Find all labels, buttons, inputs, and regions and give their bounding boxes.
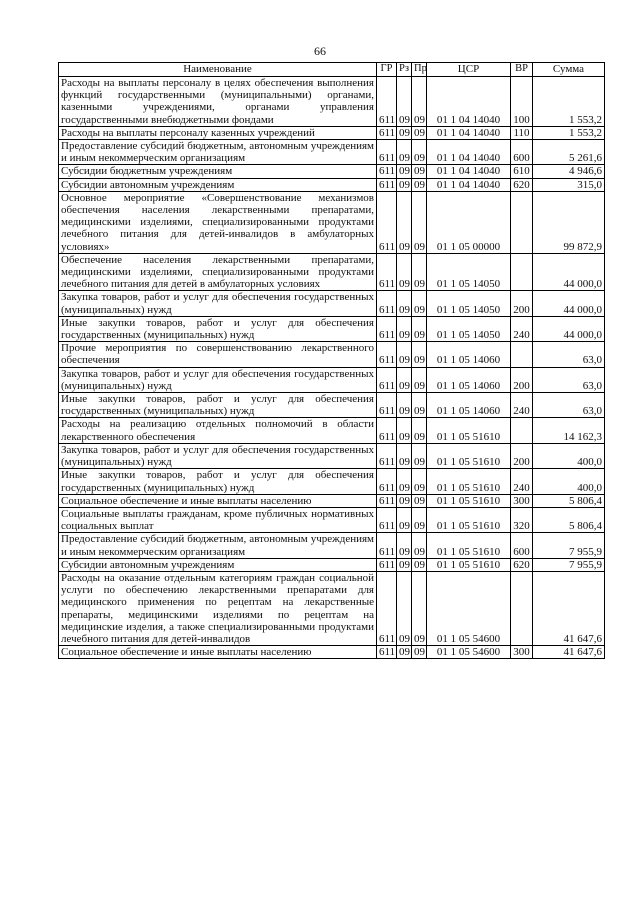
row-sum: 41 647,6 (533, 646, 605, 659)
row-pr: 09 (412, 443, 427, 468)
table-row (59, 126, 605, 139)
table-row (59, 393, 605, 418)
row-gr: 611 (377, 191, 397, 253)
row-csr: 01 1 05 14050 (427, 291, 511, 316)
row-rz: 09 (397, 291, 412, 316)
row-name: Предоставление субсидий бюджетным, автономным учреждениям и иным некоммерческим организациям (59, 140, 377, 165)
row-vr: 200 (511, 291, 533, 316)
row-gr: 611 (377, 291, 397, 316)
row-rz: 09 (397, 443, 412, 468)
row-gr: 611 (377, 393, 397, 418)
table-row (59, 316, 605, 341)
row-csr: 01 1 05 51610 (427, 558, 511, 571)
header-sum: Сумма (533, 63, 605, 77)
row-vr: 600 (511, 533, 533, 558)
row-pr: 09 (412, 494, 427, 507)
row-name: Социальное обеспечение и иные выплаты населению (59, 494, 377, 507)
row-gr: 611 (377, 646, 397, 659)
row-vr (511, 342, 533, 367)
row-csr: 01 1 05 54600 (427, 646, 511, 659)
table-row (59, 494, 605, 507)
row-vr: 610 (511, 165, 533, 178)
row-sum: 41 647,6 (533, 571, 605, 645)
row-name: Прочие мероприятия по совершенствованию лекарственного обеспечения (59, 342, 377, 367)
row-name: Закупка товаров, работ и услуг для обеспечения государственных (муниципальных) нужд (59, 367, 377, 392)
row-pr: 09 (412, 646, 427, 659)
table-row (59, 77, 605, 127)
row-gr: 611 (377, 253, 397, 291)
row-rz: 09 (397, 316, 412, 341)
table-row (59, 469, 605, 494)
row-gr: 611 (377, 316, 397, 341)
row-sum: 63,0 (533, 393, 605, 418)
row-rz: 09 (397, 418, 412, 443)
row-pr: 09 (412, 316, 427, 341)
row-csr: 01 1 05 14050 (427, 316, 511, 341)
row-rz: 09 (397, 469, 412, 494)
table-row (59, 533, 605, 558)
row-vr: 240 (511, 316, 533, 341)
row-pr: 09 (412, 191, 427, 253)
row-pr: 09 (412, 165, 427, 178)
row-gr: 611 (377, 418, 397, 443)
table-row (59, 507, 605, 532)
row-rz: 09 (397, 253, 412, 291)
row-gr: 611 (377, 367, 397, 392)
row-name: Субсидии бюджетным учреждениям (59, 165, 377, 178)
row-pr: 09 (412, 418, 427, 443)
table-header-row (59, 63, 605, 77)
row-rz: 09 (397, 571, 412, 645)
table-row (59, 646, 605, 659)
row-csr: 01 1 05 51610 (427, 533, 511, 558)
row-pr: 09 (412, 533, 427, 558)
row-vr: 620 (511, 558, 533, 571)
row-csr: 01 1 05 14060 (427, 393, 511, 418)
row-pr: 09 (412, 558, 427, 571)
table-row (59, 253, 605, 291)
budget-table (58, 62, 605, 659)
row-name: Закупка товаров, работ и услуг для обеспечения государственных (муниципальных) нужд (59, 443, 377, 468)
row-name: Расходы на оказание отдельным категориям граждан социальной услуги по обеспечению лекарственными препаратами для медицинского применения по рецептам на лекарственные препараты, медицинскими изделиями по рецептам на медицинские изделия, а также специализированными продуктами лечебного питания для детей-инвалидов (59, 571, 377, 645)
table-row (59, 291, 605, 316)
row-name: Закупка товаров, работ и услуг для обеспечения государственных (муниципальных) нужд (59, 291, 377, 316)
row-rz: 09 (397, 178, 412, 191)
row-sum: 4 946,6 (533, 165, 605, 178)
row-rz: 09 (397, 191, 412, 253)
row-rz: 09 (397, 367, 412, 392)
row-csr: 01 1 05 14050 (427, 253, 511, 291)
row-csr: 01 1 05 14060 (427, 342, 511, 367)
row-sum: 99 872,9 (533, 191, 605, 253)
table-row (59, 178, 605, 191)
row-name: Обеспечение населения лекарственными препаратами, медицинскими изделиями, специализированными продуктами лечебного питания для детей в амбулаторных условиях (59, 253, 377, 291)
row-name: Расходы на выплаты персоналу казенных учреждений (59, 126, 377, 139)
table-row (59, 558, 605, 571)
header-vr: ВР (511, 63, 533, 77)
row-csr: 01 1 04 14040 (427, 165, 511, 178)
row-name: Социальные выплаты гражданам, кроме публичных нормативных социальных выплат (59, 507, 377, 532)
row-vr (511, 253, 533, 291)
row-gr: 611 (377, 558, 397, 571)
row-name: Иные закупки товаров, работ и услуг для обеспечения государственных (муниципальных) нужд (59, 393, 377, 418)
row-pr: 09 (412, 367, 427, 392)
row-rz: 09 (397, 126, 412, 139)
header-name: Наименование (59, 63, 377, 77)
row-sum: 44 000,0 (533, 316, 605, 341)
row-pr: 09 (412, 469, 427, 494)
table-row (59, 140, 605, 165)
row-gr: 611 (377, 571, 397, 645)
row-vr (511, 571, 533, 645)
row-pr: 09 (412, 571, 427, 645)
row-pr: 09 (412, 77, 427, 127)
row-pr: 09 (412, 507, 427, 532)
header-gr: ГР (377, 63, 397, 77)
row-csr: 01 1 04 14040 (427, 178, 511, 191)
row-csr: 01 1 05 14060 (427, 367, 511, 392)
page-number: 66 (314, 44, 326, 58)
row-vr: 200 (511, 367, 533, 392)
row-name: Основное мероприятие «Совершенствование механизмов обеспечения населения лекарственными препаратами, медицинскими изделиями, специализированными продуктами лечебного питания для детей-инвалидов в амбулаторных условиях» (59, 191, 377, 253)
row-pr: 09 (412, 253, 427, 291)
row-rz: 09 (397, 494, 412, 507)
row-csr: 01 1 05 51610 (427, 443, 511, 468)
row-vr: 300 (511, 494, 533, 507)
row-vr: 600 (511, 140, 533, 165)
row-name: Субсидии автономным учреждениям (59, 558, 377, 571)
row-sum: 7 955,9 (533, 533, 605, 558)
table-row (59, 443, 605, 468)
row-name: Иные закупки товаров, работ и услуг для обеспечения государственных (муниципальных) нужд (59, 469, 377, 494)
row-sum: 14 162,3 (533, 418, 605, 443)
row-gr: 611 (377, 77, 397, 127)
row-pr: 09 (412, 126, 427, 139)
row-vr: 200 (511, 443, 533, 468)
table-row (59, 342, 605, 367)
row-gr: 611 (377, 469, 397, 494)
row-csr: 01 1 04 14040 (427, 126, 511, 139)
row-rz: 09 (397, 646, 412, 659)
table-row (59, 191, 605, 253)
header-rz: Рз (397, 63, 412, 77)
table-row (59, 165, 605, 178)
row-vr: 240 (511, 393, 533, 418)
row-sum: 63,0 (533, 342, 605, 367)
header-pr: Пр (412, 63, 427, 77)
row-vr: 240 (511, 469, 533, 494)
row-pr: 09 (412, 140, 427, 165)
table-row (59, 571, 605, 645)
row-name: Иные закупки товаров, работ и услуг для обеспечения государственных (муниципальных) нужд (59, 316, 377, 341)
row-gr: 611 (377, 494, 397, 507)
row-pr: 09 (412, 178, 427, 191)
row-csr: 01 1 05 51610 (427, 494, 511, 507)
row-gr: 611 (377, 507, 397, 532)
row-vr: 110 (511, 126, 533, 139)
row-sum: 63,0 (533, 367, 605, 392)
row-sum: 44 000,0 (533, 291, 605, 316)
row-sum: 400,0 (533, 443, 605, 468)
row-name: Социальное обеспечение и иные выплаты населению (59, 646, 377, 659)
row-rz: 09 (397, 140, 412, 165)
row-name: Расходы на реализацию отдельных полномочий в области лекарственного обеспечения (59, 418, 377, 443)
row-gr: 611 (377, 443, 397, 468)
row-pr: 09 (412, 393, 427, 418)
row-csr: 01 1 05 51610 (427, 418, 511, 443)
row-sum: 5 261,6 (533, 140, 605, 165)
row-pr: 09 (412, 291, 427, 316)
row-vr (511, 191, 533, 253)
row-csr: 01 1 04 14040 (427, 77, 511, 127)
row-sum: 7 955,9 (533, 558, 605, 571)
row-pr: 09 (412, 342, 427, 367)
row-name: Субсидии автономным учреждениям (59, 178, 377, 191)
table-row (59, 367, 605, 392)
row-gr: 611 (377, 178, 397, 191)
row-vr: 300 (511, 646, 533, 659)
row-vr: 320 (511, 507, 533, 532)
row-vr (511, 418, 533, 443)
row-vr: 100 (511, 77, 533, 127)
row-rz: 09 (397, 77, 412, 127)
row-gr: 611 (377, 126, 397, 139)
row-sum: 5 806,4 (533, 494, 605, 507)
row-sum: 400,0 (533, 469, 605, 494)
row-sum: 44 000,0 (533, 253, 605, 291)
row-csr: 01 1 05 00000 (427, 191, 511, 253)
row-sum: 315,0 (533, 178, 605, 191)
row-rz: 09 (397, 558, 412, 571)
row-rz: 09 (397, 342, 412, 367)
row-sum: 1 553,2 (533, 126, 605, 139)
row-sum: 5 806,4 (533, 507, 605, 532)
row-csr: 01 1 05 54600 (427, 571, 511, 645)
header-csr: ЦСР (427, 63, 511, 77)
row-rz: 09 (397, 507, 412, 532)
row-gr: 611 (377, 140, 397, 165)
row-name: Предоставление субсидий бюджетным, автономным учреждениям и иным некоммерческим организациям (59, 533, 377, 558)
row-gr: 611 (377, 533, 397, 558)
row-sum: 1 553,2 (533, 77, 605, 127)
row-rz: 09 (397, 393, 412, 418)
row-rz: 09 (397, 165, 412, 178)
row-csr: 01 1 04 14040 (427, 140, 511, 165)
row-csr: 01 1 05 51610 (427, 507, 511, 532)
table-row (59, 418, 605, 443)
row-gr: 611 (377, 165, 397, 178)
row-name: Расходы на выплаты персоналу в целях обеспечения выполнения функций государственными (муниципальными) органами, казенными учреждениями, органами управления государственными внебюджетными фондами (59, 77, 377, 127)
row-rz: 09 (397, 533, 412, 558)
row-gr: 611 (377, 342, 397, 367)
row-vr: 620 (511, 178, 533, 191)
row-csr: 01 1 05 51610 (427, 469, 511, 494)
